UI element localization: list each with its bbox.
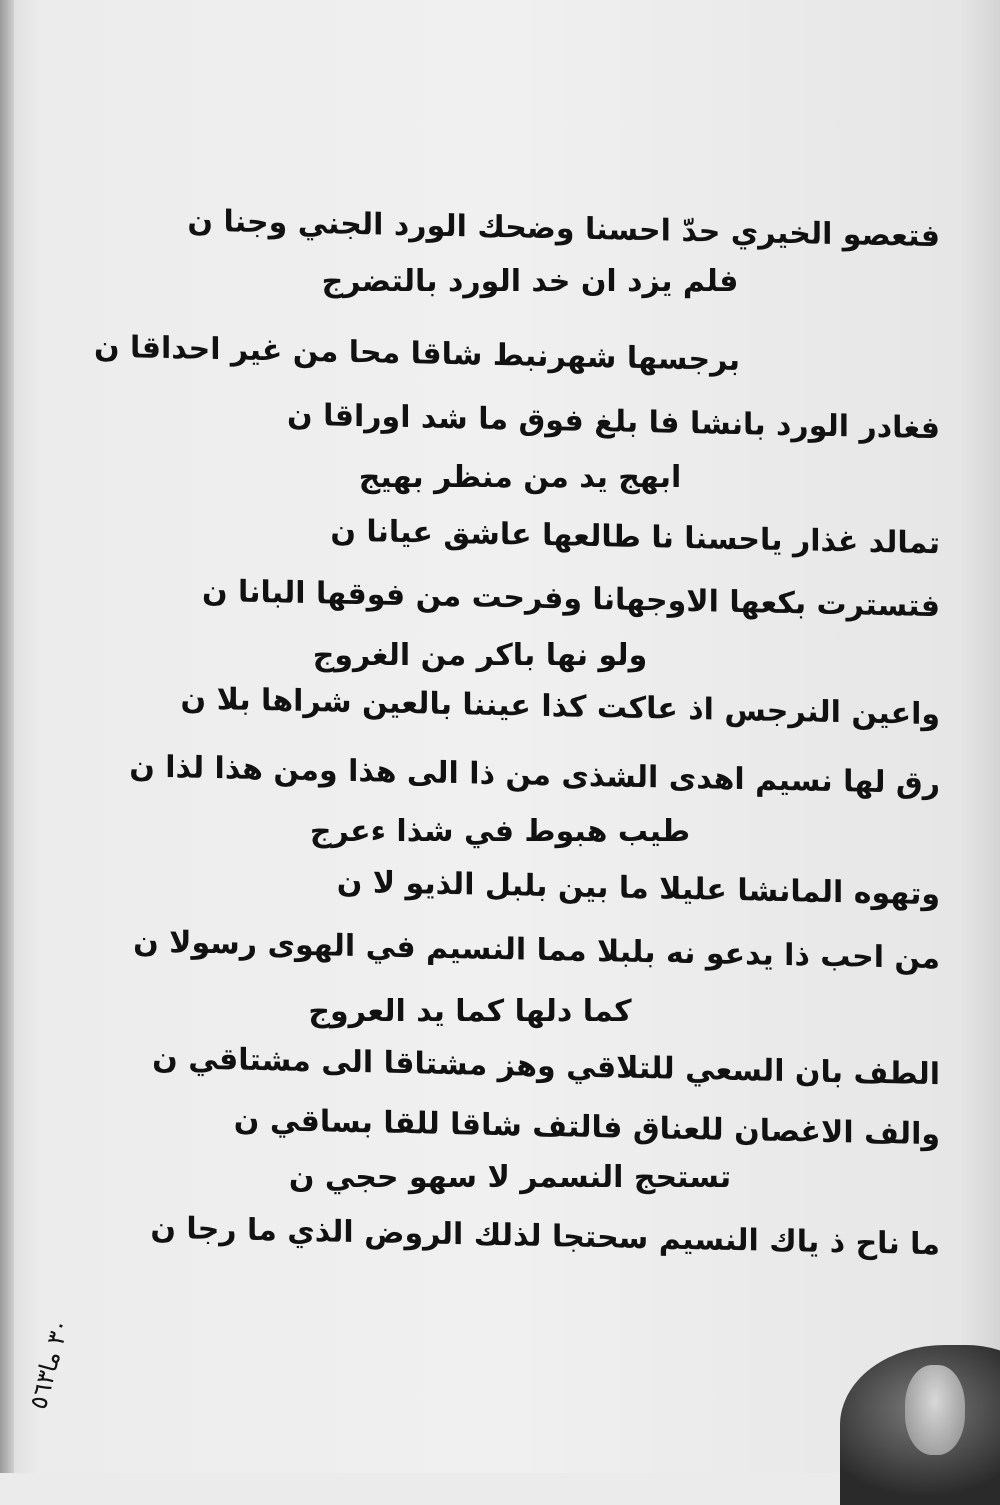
- verse-line-3: برجسها شهرنبط شاقا محا من غير احداقا ن: [94, 329, 740, 379]
- verse-line-7: فتسترت بكعها الاوجهانا وفرحت من فوقها البانا ن: [201, 573, 940, 625]
- verse-line-13: من احب ذا يدعو نه بلبلا مما النسيم في الهوى رسولا ن: [133, 924, 940, 977]
- folio-number: ٣٠ ما٥٦٣: [24, 1315, 75, 1413]
- verse-line-11: طيب هبوط في شذا ءعرج: [309, 814, 691, 849]
- thumbnail-highlight: [905, 1365, 965, 1455]
- verse-line-17: تستحج النسمر لا سهو حجي ن: [288, 1160, 732, 1195]
- verse-line-5: ابهج يد من منظر بهيج: [358, 460, 682, 495]
- verse-line-15: الطف بان السعي للتلاقي وهز مشتاقا الى مشتاقي ن: [152, 1040, 940, 1093]
- verse-line-14: كما دلها كما يد العروج: [308, 994, 632, 1029]
- verse-line-8: ولو نها باكر من الغروج: [312, 638, 648, 673]
- verse-line-18: ما ناح ذ ياك النسيم سحتجا لذلك الروض الذي ما رجا ن: [150, 1210, 940, 1263]
- verse-line-12: وتهوه المانشا عليلا ما بين بلبل الذيو لا ن: [336, 864, 940, 913]
- verse-line-1: فتعصو الخيري حدّ احسنا وضحك الورد الجني وجنا ن: [187, 203, 940, 255]
- verse-line-16: والف الاغصان للعناق فالتف شاقا للقا بساقي ن: [233, 1102, 940, 1153]
- verse-line-6: تمالد غذار ياحسنا نا طالعها عاشق عيانا ن: [330, 513, 940, 562]
- verse-line-9: واعين النرجس اذ عاكت كذا عيننا بالعين شراها بلا ن: [180, 681, 940, 733]
- verse-line-2: فلم يزد ان خد الورد بالتضرج: [321, 264, 739, 299]
- page-binding-edge: [0, 0, 14, 1473]
- verse-line-10: رق لها نسيم اهدى الشذى من ذا الى هذا ومن هذا لذا ن: [129, 749, 940, 802]
- verse-line-4: فغادر الورد بانشا فا بلغ فوق ما شد اوراقا ن: [287, 397, 940, 447]
